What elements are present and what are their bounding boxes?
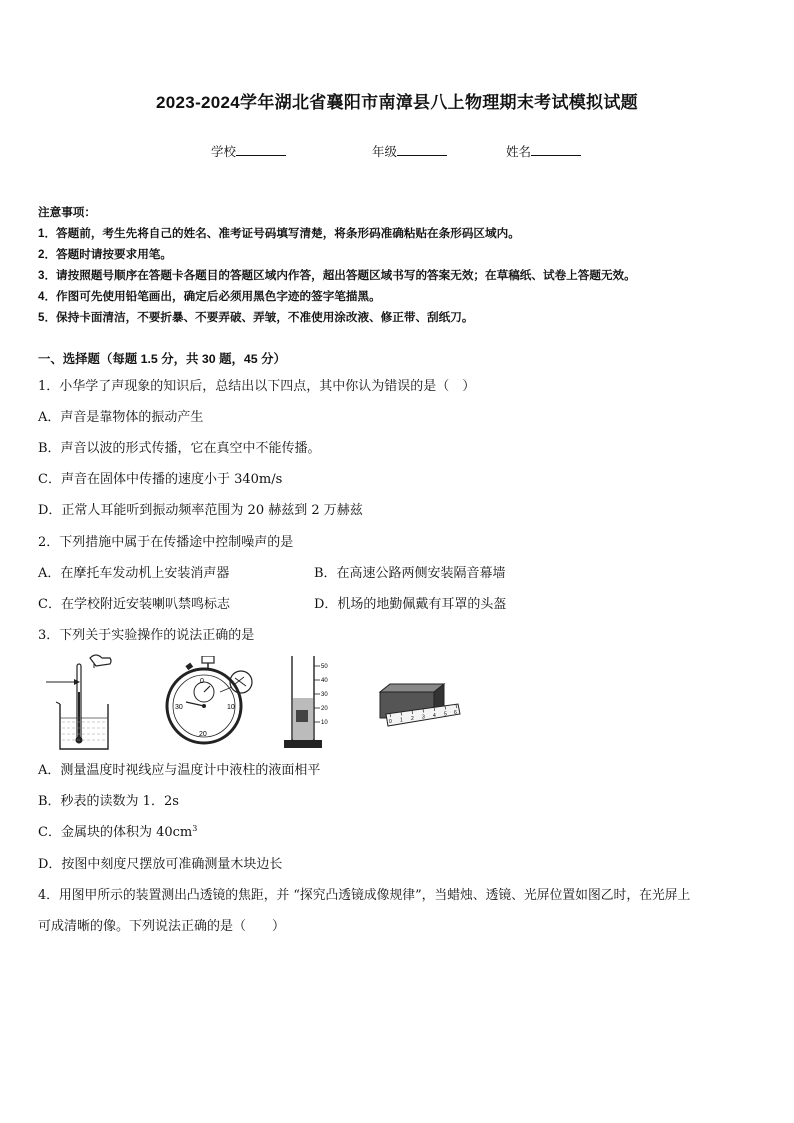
name-label: 姓名	[506, 144, 532, 159]
cylinder-tick-50: 50	[321, 664, 328, 670]
grade-blank[interactable]	[397, 144, 447, 156]
stopwatch-tick-10: 10	[227, 704, 235, 711]
q3-option-c-text: C．金属块的体积为 40cm	[38, 825, 193, 840]
cylinder-tick-10: 10	[321, 720, 328, 726]
notice-item-2: 2．答题时请按要求用笔。	[38, 248, 172, 261]
ruler-tick-5: 5	[444, 711, 447, 718]
notice-item-4: 4．作图可先使用铅笔画出，确定后必须用黑色字迹的签字笔描黑。	[38, 290, 381, 303]
notice-item-3: 3．请按照题号顺序在答题卡各题目的答题区域内作答，超出答题区域书写的答案无效；在草稿纸、试卷上答题无效。	[38, 269, 636, 282]
thermometer-beaker-figure	[38, 652, 133, 752]
q2-option-a[interactable]: A．在摩托车发动机上安装消声器	[38, 566, 230, 581]
q1-option-a[interactable]: A．声音是靠物体的振动产生	[38, 410, 204, 425]
block-ruler-figure	[372, 682, 462, 730]
stopwatch-tick-20: 20	[199, 731, 207, 738]
q2-option-d[interactable]: D．机场的地勤佩戴有耳罩的头盔	[314, 597, 507, 612]
page-title: 2023-2024学年湖北省襄阳市南漳县八上物理期末考试模拟试题	[156, 93, 638, 112]
stopwatch-figure	[158, 656, 258, 751]
q2-option-b[interactable]: B．在高速公路两侧安装隔音幕墙	[314, 566, 506, 581]
q4-stem-line1: 4．用图甲所示的装置测出凸透镜的焦距，并 “探究凸透镜成像规律”，当蜡烛、透镜、光屏位置如图乙时，在光屏上	[38, 888, 691, 903]
notice-item-1: 1．答题前，考生先将自己的姓名、准考证号码填写清楚，将条形码准确粘贴在条形码区域内。	[38, 227, 520, 240]
q3-option-a[interactable]: A．测量温度时视线应与温度计中液柱的液面相平	[38, 763, 321, 778]
name-blank[interactable]	[531, 144, 581, 156]
q1-option-c[interactable]: C．声音在固体中传播的速度小于 340m/s	[38, 472, 283, 487]
q3-option-c[interactable]	[38, 821, 197, 840]
ruler-tick-0: 0	[389, 719, 392, 725]
stopwatch-tick-0: 0	[200, 678, 204, 685]
q3-option-b[interactable]: B．秒表的读数为 1．2s	[38, 794, 179, 809]
grade-field[interactable]	[372, 142, 447, 160]
q1-option-d[interactable]: D．正常人耳能听到振动频率范围为 20 赫兹到 2 万赫兹	[38, 503, 363, 518]
q3-stem: 3．下列关于实验操作的说法正确的是	[38, 628, 255, 643]
cylinder-tick-40: 40	[321, 678, 328, 684]
cylinder-tick-20: 20	[321, 706, 328, 712]
q4-stem-line2: 可成清晰的像。下列说法正确的是（ ）	[38, 919, 286, 934]
name-field[interactable]	[506, 142, 581, 160]
notice-item-5: 5．保持卡面清洁，不要折暴、不要弄破、弄皱，不准使用涂改液、修正带、刮纸刀。	[38, 311, 474, 324]
grade-label: 年级	[372, 144, 398, 159]
stopwatch-tick-30: 30	[175, 704, 183, 711]
school-field[interactable]	[211, 142, 286, 160]
ruler-tick-4: 4	[433, 713, 436, 719]
q3-option-c-exponent: 3	[192, 824, 198, 833]
q2-stem: 2．下列措施中属于在传播途中控制噪声的是	[38, 535, 294, 550]
ruler-tick-1: 1	[400, 717, 403, 724]
cylinder-tick-30: 30	[321, 692, 328, 698]
q1-option-b[interactable]: B．声音以波的形式传播，它在真空中不能传播。	[38, 441, 321, 456]
section-heading: 一、选择题（每题 1.5 分，共 30 题，45 分）	[38, 352, 286, 366]
school-blank[interactable]	[236, 144, 286, 156]
q3-option-d[interactable]: D．按图中刻度尺摆放可准确测量木块边长	[38, 857, 283, 872]
ruler-tick-3: 3	[422, 714, 425, 721]
school-label: 学校	[211, 144, 237, 159]
q1-stem: 1．小华学了声现象的知识后，总结出以下四点，其中你认为错误的是（ ）	[38, 379, 476, 394]
ruler-tick-6: 6	[454, 710, 457, 716]
measuring-cylinder-figure	[278, 652, 338, 752]
notice-heading: 注意事项：	[38, 206, 96, 219]
q2-option-c[interactable]: C．在学校附近安装喇叭禁鸣标志	[38, 597, 230, 612]
ruler-tick-2: 2	[411, 716, 414, 722]
